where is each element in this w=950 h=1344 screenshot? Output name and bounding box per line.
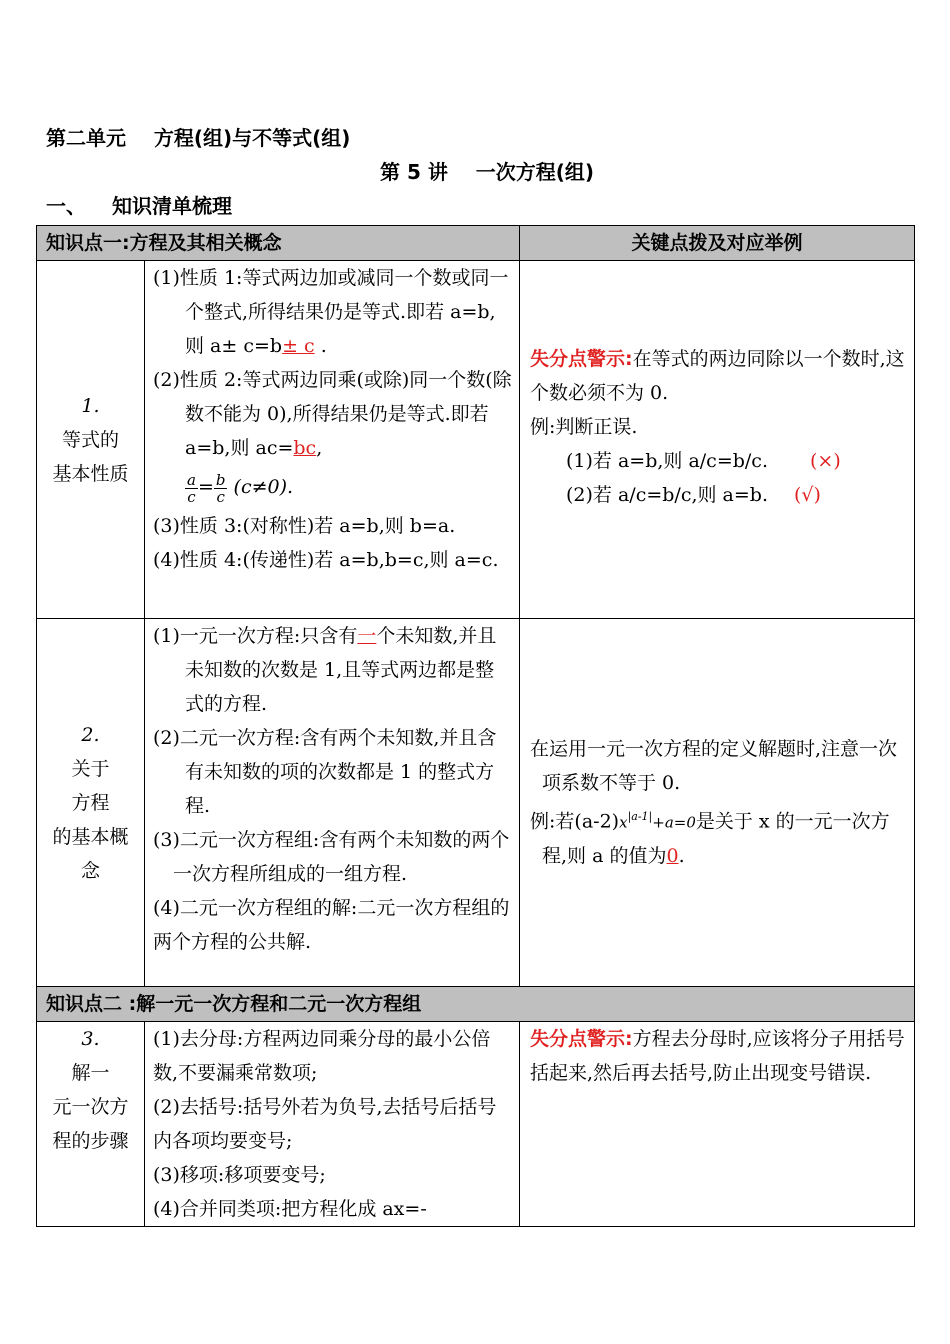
example-label: 例:判断正误. — [530, 415, 638, 438]
example-2 — [530, 478, 908, 512]
example-answer: 0 — [666, 845, 679, 868]
example-text-2: 是关于 x 的一元一次方程,则 a 的值为 — [542, 810, 890, 868]
equation-concepts-tip — [520, 619, 915, 987]
concept-1-text: (1)一元一次方程:只含有 — [153, 625, 358, 647]
section-heading — [46, 190, 232, 219]
fraction-denominator: c — [187, 487, 196, 506]
section-number: 一、 — [46, 194, 86, 218]
tip-paragraph: 在运用一元一次方程的定义解题时,注意一次项系数不等于 0. — [530, 737, 898, 794]
warning-text: 在等式的两边同除以一个数时,这个数必须不为 0. — [530, 347, 905, 404]
fraction-b-over-c — [214, 472, 228, 505]
lecture-title: 第 5 讲 一次方程(组) — [380, 160, 594, 184]
category-number: 3. — [81, 1028, 100, 1050]
row-solving-steps — [37, 1022, 915, 1227]
step-3: (3)移项:移项要变号; — [153, 1164, 326, 1186]
row-equality-properties — [37, 261, 915, 619]
section-title: 知识清单梳理 — [112, 194, 232, 218]
concept-1 — [153, 619, 513, 721]
tip-paragraph — [530, 342, 908, 410]
category-line: 念 — [80, 859, 100, 882]
step-2: (2)去括号:括号外若为负号,去括号后括号内各项均要变号; — [153, 1096, 497, 1152]
warning-text: 方程去分母时,应该将分子用括号括起来,然后再去括号,防止出现变号错误. — [530, 1028, 905, 1084]
fraction-equals: = — [197, 476, 214, 498]
property-1 — [153, 261, 513, 363]
example-variable: x — [619, 813, 628, 832]
unit-title: 第二单元 方程(组)与不等式(组) — [46, 126, 351, 150]
example-equation: +a=0 — [652, 813, 696, 832]
category-number: 2. — [81, 723, 100, 746]
property-1-text: (1)性质 1:等式两边加或减同一个数或同一个整式,所得结果仍是等式.即若 a=b,则 a± c=b — [153, 267, 509, 357]
category-line: 关于 — [71, 757, 110, 780]
concept-4: (4)二元一次方程组的解:二元一次方程组的两个方程的公共解. — [153, 897, 510, 953]
example-exponent: |a-1| — [627, 809, 653, 823]
equality-properties-content — [145, 261, 520, 619]
fraction-formula — [153, 465, 513, 509]
property-2-answer: bc — [293, 437, 317, 459]
step-4: (4)合并同类项:把方程化成 ax=- — [153, 1198, 427, 1220]
concept-3: (3)二元一次方程组:含有两个未知数的两个一次方程所组成的一组方程. — [153, 829, 510, 885]
category-line: 方程 — [71, 791, 110, 814]
property-2-text: (2)性质 2:等式两边同乘(或除)同一个数(除数不能为 0),所得结果仍是等式.即若 a=b,则 ac= — [153, 369, 512, 459]
property-4: (4)性质 4:(传递性)若 a=b,b=c,则 a=c. — [153, 549, 499, 571]
fraction-condition: (c≠0). — [233, 476, 294, 498]
example-2-text: (2)若 a/c=b/c,则 a=b. — [566, 483, 768, 506]
example-text: 例:若(a-2) — [530, 810, 620, 833]
kp2-header: 知识点二 :解一元一次方程和二元一次方程组 — [37, 987, 915, 1022]
equation-concepts-content — [145, 619, 520, 987]
warning-label: 失分点警示: — [530, 347, 633, 370]
property-3: (3)性质 3:(对称性)若 a=b,则 b=a. — [153, 515, 456, 537]
example-1 — [530, 444, 908, 478]
equality-properties-tip — [520, 261, 915, 619]
property-2-end: , — [316, 437, 323, 459]
category-line: 基本性质 — [52, 462, 129, 485]
category-line: 程的步骤 — [52, 1130, 129, 1152]
solving-steps-tip — [520, 1022, 915, 1227]
row-equation-concepts — [37, 619, 915, 987]
category-solving-steps — [37, 1022, 145, 1227]
solving-steps-content — [145, 1022, 520, 1227]
kp1-header-left: 知识点一:方程及其相关概念 — [37, 226, 520, 261]
kp1-header-row — [37, 226, 915, 261]
category-line: 等式的 — [61, 428, 119, 451]
fraction-denominator: c — [216, 487, 225, 506]
example-1-text: (1)若 a=b,则 a/c=b/c. — [566, 449, 768, 472]
example-1-answer: (×) — [810, 449, 841, 472]
kp2-header-row — [37, 987, 915, 1022]
tip-paragraph — [530, 1022, 908, 1090]
example-end: . — [678, 845, 685, 868]
category-line: 的基本概 — [52, 825, 129, 848]
category-equality-properties — [37, 261, 145, 619]
fraction-numerator: a — [187, 470, 196, 489]
concept-1-rest: 个未知数,并且未知数的次数是 1,且等式两边都是整式的方程. — [185, 625, 497, 715]
category-line: 元一次方 — [52, 1096, 129, 1118]
category-line: 解一 — [71, 1062, 110, 1084]
category-equation-concepts — [37, 619, 145, 987]
fraction-numerator: b — [215, 470, 226, 489]
knowledge-table — [36, 225, 915, 1227]
property-1-end: . — [314, 335, 327, 357]
category-number: 1. — [81, 394, 100, 417]
step-1: (1)去分母:方程两边同乘分母的最小公倍数,不要漏乘常数项; — [153, 1028, 491, 1084]
property-2 — [153, 363, 513, 465]
kp1-header-right: 关键点拨及对应举例 — [520, 226, 915, 261]
concept-1-answer: 一 — [357, 625, 377, 647]
warning-label: 失分点警示: — [530, 1028, 633, 1050]
property-1-answer: ± c — [282, 335, 315, 357]
example-2-answer: (√) — [794, 483, 821, 506]
example-paragraph — [530, 800, 908, 873]
concept-2: (2)二元一次方程:含有两个未知数,并且含有未知数的项的次数都是 1 的整式方程. — [153, 727, 497, 817]
fraction-a-over-c — [185, 472, 198, 505]
